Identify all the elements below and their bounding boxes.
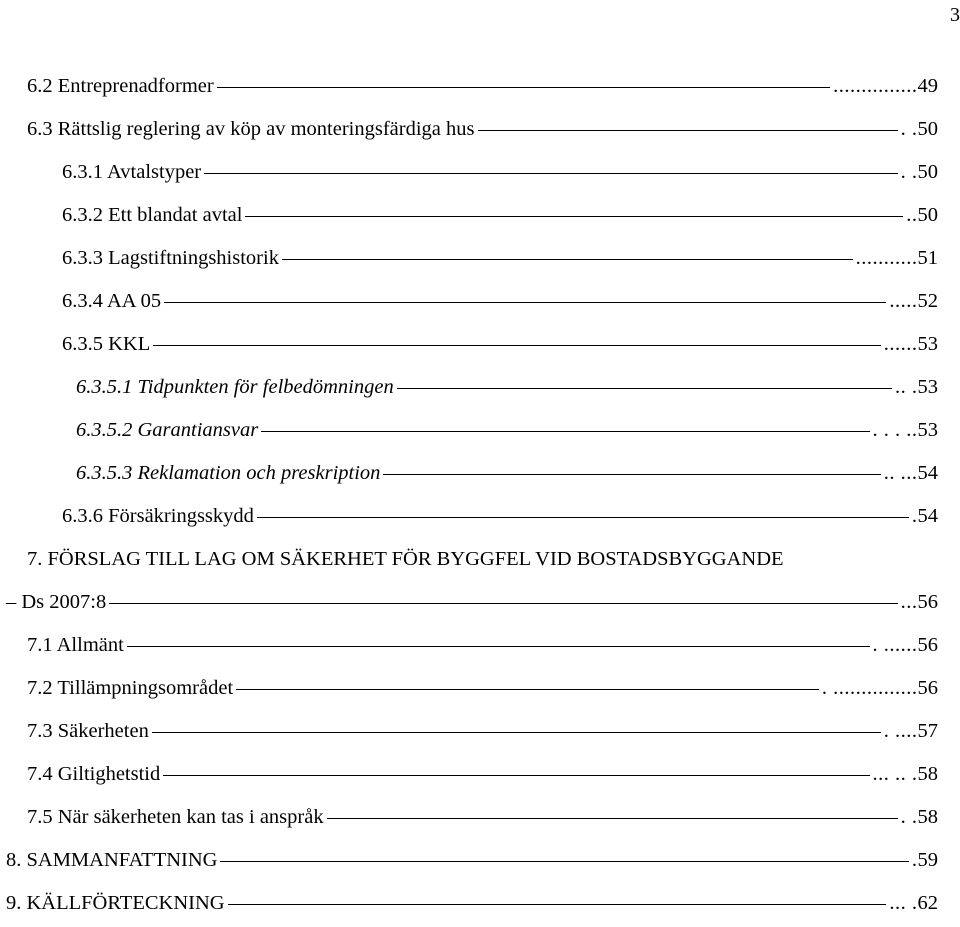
toc-leader [204,173,898,174]
toc-leader [261,431,869,432]
toc-leader [127,646,870,647]
toc-entry-page: 53 [917,376,938,398]
toc-entry[interactable] [27,797,938,837]
toc-entry[interactable] [27,539,945,579]
toc-entry-title: 7.2 Tillämpningsområdet [27,677,234,699]
toc-leader-dots: ... . [889,892,918,914]
toc-leader [327,818,898,819]
toc-entry-page: 50 [917,118,938,140]
toc-entry-title: 7.4 Giltighetstid [27,763,161,785]
toc-entry-title: 6.3.1 Avtalstyper [62,161,202,183]
toc-leader [109,603,897,604]
toc-entry-page: 50 [917,204,938,226]
toc-entry-title: 6.2 Entreprenadformer [27,75,214,97]
toc-leader [478,130,898,131]
toc-entry[interactable] [62,195,938,235]
toc-entry-title: 6.3.3 Lagstiftningshistorik [62,247,279,269]
toc-leader-dots: ... [900,591,918,613]
toc-entry[interactable] [27,66,938,106]
toc-entry-title: 6.3.5.2 Garantiansvar [76,419,259,441]
toc-entry-page: 56 [917,634,938,656]
toc-entry-page: 58 [917,763,938,785]
toc-entry[interactable] [6,582,938,622]
toc-entry-page: 56 [917,591,938,613]
toc-entry-title: 7.3 Säkerheten [27,720,149,742]
toc-entry[interactable] [62,152,938,192]
toc-entry-title: 6.3 Rättslig reglering av köp av monteringsfärdiga hus [27,118,475,140]
toc-entry[interactable] [27,711,938,751]
toc-entry[interactable] [27,109,938,149]
toc-leader [397,388,892,389]
toc-leader-dots: . . [900,118,918,140]
toc-entry-title: 8. SAMMANFATTNING [6,849,218,871]
toc-entry-title: 6.3.2 Ett blandat avtal [62,204,243,226]
toc-entry-title: 7.1 Allmänt [27,634,124,656]
toc-entry[interactable] [76,410,938,450]
toc-entry[interactable] [27,754,938,794]
toc-entry-page: 62 [917,892,938,914]
toc-entry-title: – Ds 2007:8 [6,591,107,613]
toc-entry[interactable] [27,625,938,665]
toc-entry-title: 7. FÖRSLAG TILL LAG OM SÄKERHET FÖR BYGGFEL VID BOSTADSBYGGANDE [27,548,784,570]
toc-leader-dots: .. [906,204,918,226]
toc-entry[interactable] [27,668,938,708]
toc-entry-page: 54 [917,462,938,484]
toc-entry-page: 50 [917,161,938,183]
toc-leader-dots: . . . .. [872,419,918,441]
toc-entry-page: 57 [917,720,938,742]
toc-entry[interactable] [62,496,938,536]
toc-leader [282,259,853,260]
toc-leader-dots: ............... [833,75,918,97]
toc-entry[interactable] [6,883,938,923]
toc-entry-title: 6.3.5.1 Tidpunkten för felbedömningen [76,376,394,398]
toc-leader-dots: . .... [883,720,918,742]
toc-leader [383,474,880,475]
page-number: 3 [950,4,960,26]
toc-entry-page: 52 [917,290,938,312]
toc-entry-title: 6.3.4 AA 05 [62,290,162,312]
toc-entry[interactable] [62,324,938,364]
toc-entry-page: 58 [917,806,938,828]
toc-leader [228,904,887,905]
toc-leader-dots: ... .. . [872,763,918,785]
toc-entry[interactable] [62,281,938,321]
toc-leader [257,517,909,518]
toc-leader [220,861,908,862]
toc-entry-title: 6.3.5 KKL [62,333,151,355]
toc-entry-title: 6.3.5.3 Reklamation och preskription [76,462,381,484]
toc-leader-dots: ..... [889,290,918,312]
toc-leader [236,689,819,690]
toc-leader-dots: . [911,849,918,871]
toc-leader-dots: .. ... [883,462,918,484]
toc-leader-dots: . ............... [821,677,918,699]
toc-entry-page: 53 [917,419,938,441]
toc-entry-page: 59 [917,849,938,871]
toc-entry[interactable] [62,238,938,278]
toc-leader-dots: . . [900,161,918,183]
toc-leader-dots: . [911,505,918,527]
toc-leader-dots: ........... [855,247,918,269]
toc-entry-page: 51 [917,247,938,269]
toc-leader [245,216,903,217]
toc-entry-title: 6.3.6 Försäkringsskydd [62,505,254,527]
toc-leader-dots: ...... [883,333,918,355]
toc-leader-dots: . . [900,806,918,828]
toc-leader [153,345,880,346]
toc-leader [152,732,881,733]
toc-entry[interactable] [6,840,938,880]
toc-leader-dots: . ...... [872,634,918,656]
toc-entry-page: 53 [917,333,938,355]
toc-leader [217,87,830,88]
toc-entry[interactable] [76,367,938,407]
toc-entry-title: 7.5 När säkerheten kan tas i anspråk [27,806,324,828]
toc-entry-page: 56 [917,677,938,699]
toc-leader [163,775,869,776]
toc-entry-title: 9. KÄLLFÖRTECKNING [6,892,225,914]
toc-leader [164,302,886,303]
toc-entry-page: 49 [917,75,938,97]
toc-entry-page: 54 [917,505,938,527]
toc-leader-dots: .. . [895,376,918,398]
toc-entry[interactable] [76,453,938,493]
